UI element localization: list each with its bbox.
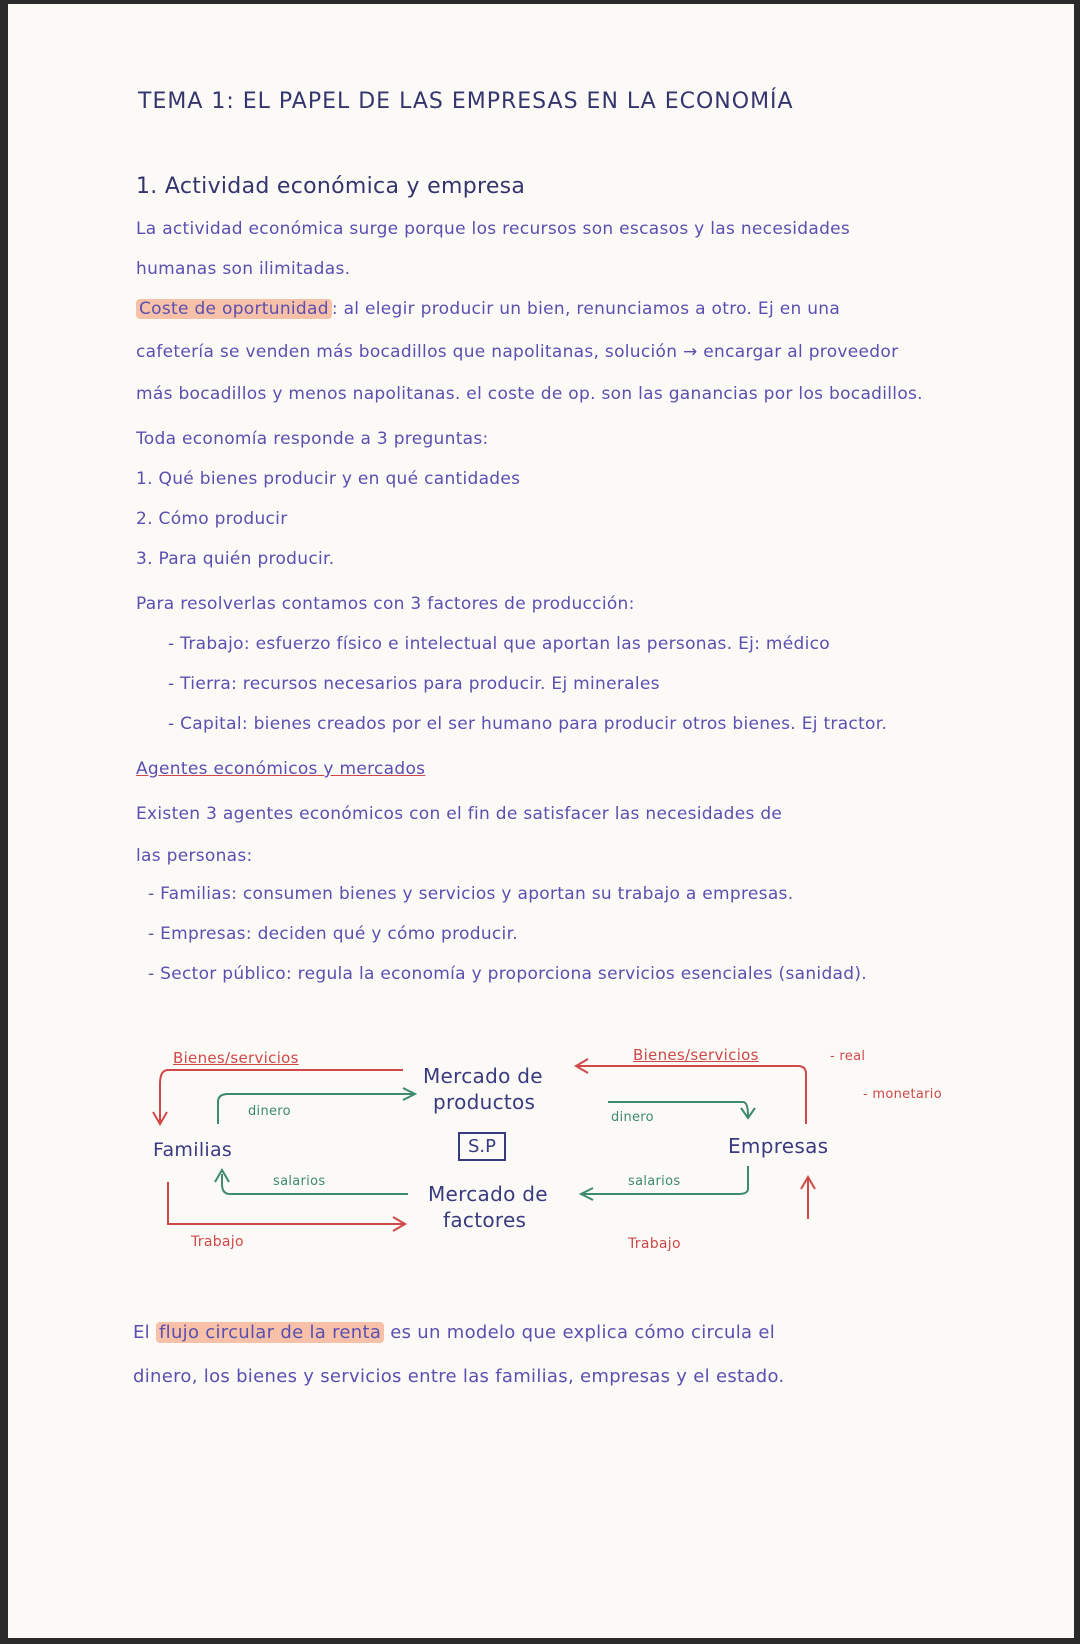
text-line: Para resolverlas contamos con 3 factores de producción:: [136, 594, 635, 614]
list-item: - Trabajo: esfuerzo físico e intelectual que aportan las personas. Ej: médico: [168, 634, 831, 654]
label-trabajo: Trabajo: [191, 1234, 244, 1250]
label-trabajo: Trabajo: [628, 1236, 681, 1252]
text-line: las personas:: [136, 846, 253, 866]
text-line: humanas son ilimitadas.: [136, 259, 351, 279]
text: : al elegir producir un bien, renunciamos a otro. Ej en una: [331, 299, 841, 319]
section-heading: Agentes económicos y mercados: [136, 759, 426, 779]
real-flow-arrow: [168, 1182, 405, 1231]
label-bienes-servicios: Bienes/servicios: [633, 1046, 759, 1064]
label-salarios: salarios: [628, 1174, 681, 1189]
mercado-factores: factores: [443, 1208, 527, 1232]
list-item: 3. Para quién producir.: [136, 549, 335, 569]
mercado-factores: Mercado de: [428, 1182, 548, 1206]
text-line: dinero, los bienes y servicios entre las familias, empresas y el estado.: [133, 1366, 785, 1387]
list-item: 2. Cómo producir: [136, 509, 288, 529]
label-salarios: salarios: [273, 1174, 326, 1189]
node-empresas: Empresas: [728, 1134, 829, 1158]
list-item: - Tierra: recursos necesarios para producir. Ej minerales: [168, 674, 660, 694]
notebook-page: [8, 4, 1074, 1638]
list-item: - Familias: consumen bienes y servicios y aportan su trabajo a empresas.: [148, 884, 794, 904]
text-line: Toda economía responde a 3 preguntas:: [136, 429, 489, 449]
label-bienes-servicios: Bienes/servicios: [173, 1049, 299, 1067]
label-dinero: dinero: [611, 1110, 654, 1125]
text-line: [133, 1322, 775, 1343]
list-item: - Capital: bienes creados por el ser humano para producir otros bienes. Ej tractor.: [168, 714, 888, 734]
list-item: 1. Qué bienes producir y en qué cantidades: [136, 469, 521, 489]
legend-monetario: - monetario: [863, 1087, 942, 1102]
list-item: - Sector público: regula la economía y proporciona servicios esenciales (sanidad).: [148, 964, 867, 984]
highlighted-term: flujo circular de la renta: [156, 1322, 384, 1343]
mercado-productos: Mercado de: [423, 1064, 543, 1088]
mercado-productos: productos: [433, 1090, 536, 1114]
label-dinero: dinero: [248, 1104, 291, 1119]
text-line: más bocadillos y menos napolitanas. el coste de op. son las ganancias por los bocadillos.: [136, 384, 923, 404]
node-familias: Familias: [153, 1139, 233, 1161]
text-line: cafetería se venden más bocadillos que napolitanas, solución → encargar al proveedor: [136, 342, 899, 362]
page-title: TEMA 1: EL PAPEL DE LAS EMPRESAS EN LA ECONOMÍA: [138, 89, 794, 114]
highlighted-term: Coste de oportunidad: [136, 299, 332, 319]
text-line: La actividad económica surge porque los recursos son escasos y las necesidades: [136, 219, 851, 239]
section-heading: 1. Actividad económica y empresa: [136, 174, 526, 199]
list-item: - Empresas: deciden qué y cómo producir.: [148, 924, 518, 944]
text: El: [133, 1322, 156, 1343]
node-sector-publico: S.P: [458, 1132, 506, 1161]
real-flow-arrow: [801, 1177, 815, 1219]
text: es un modelo que explica cómo circula el: [384, 1322, 776, 1343]
legend-real: - real: [830, 1049, 866, 1064]
circular-flow-arrows: [8, 4, 1074, 1638]
text-line: Existen 3 agentes económicos con el fin de satisfacer las necesidades de: [136, 804, 783, 824]
